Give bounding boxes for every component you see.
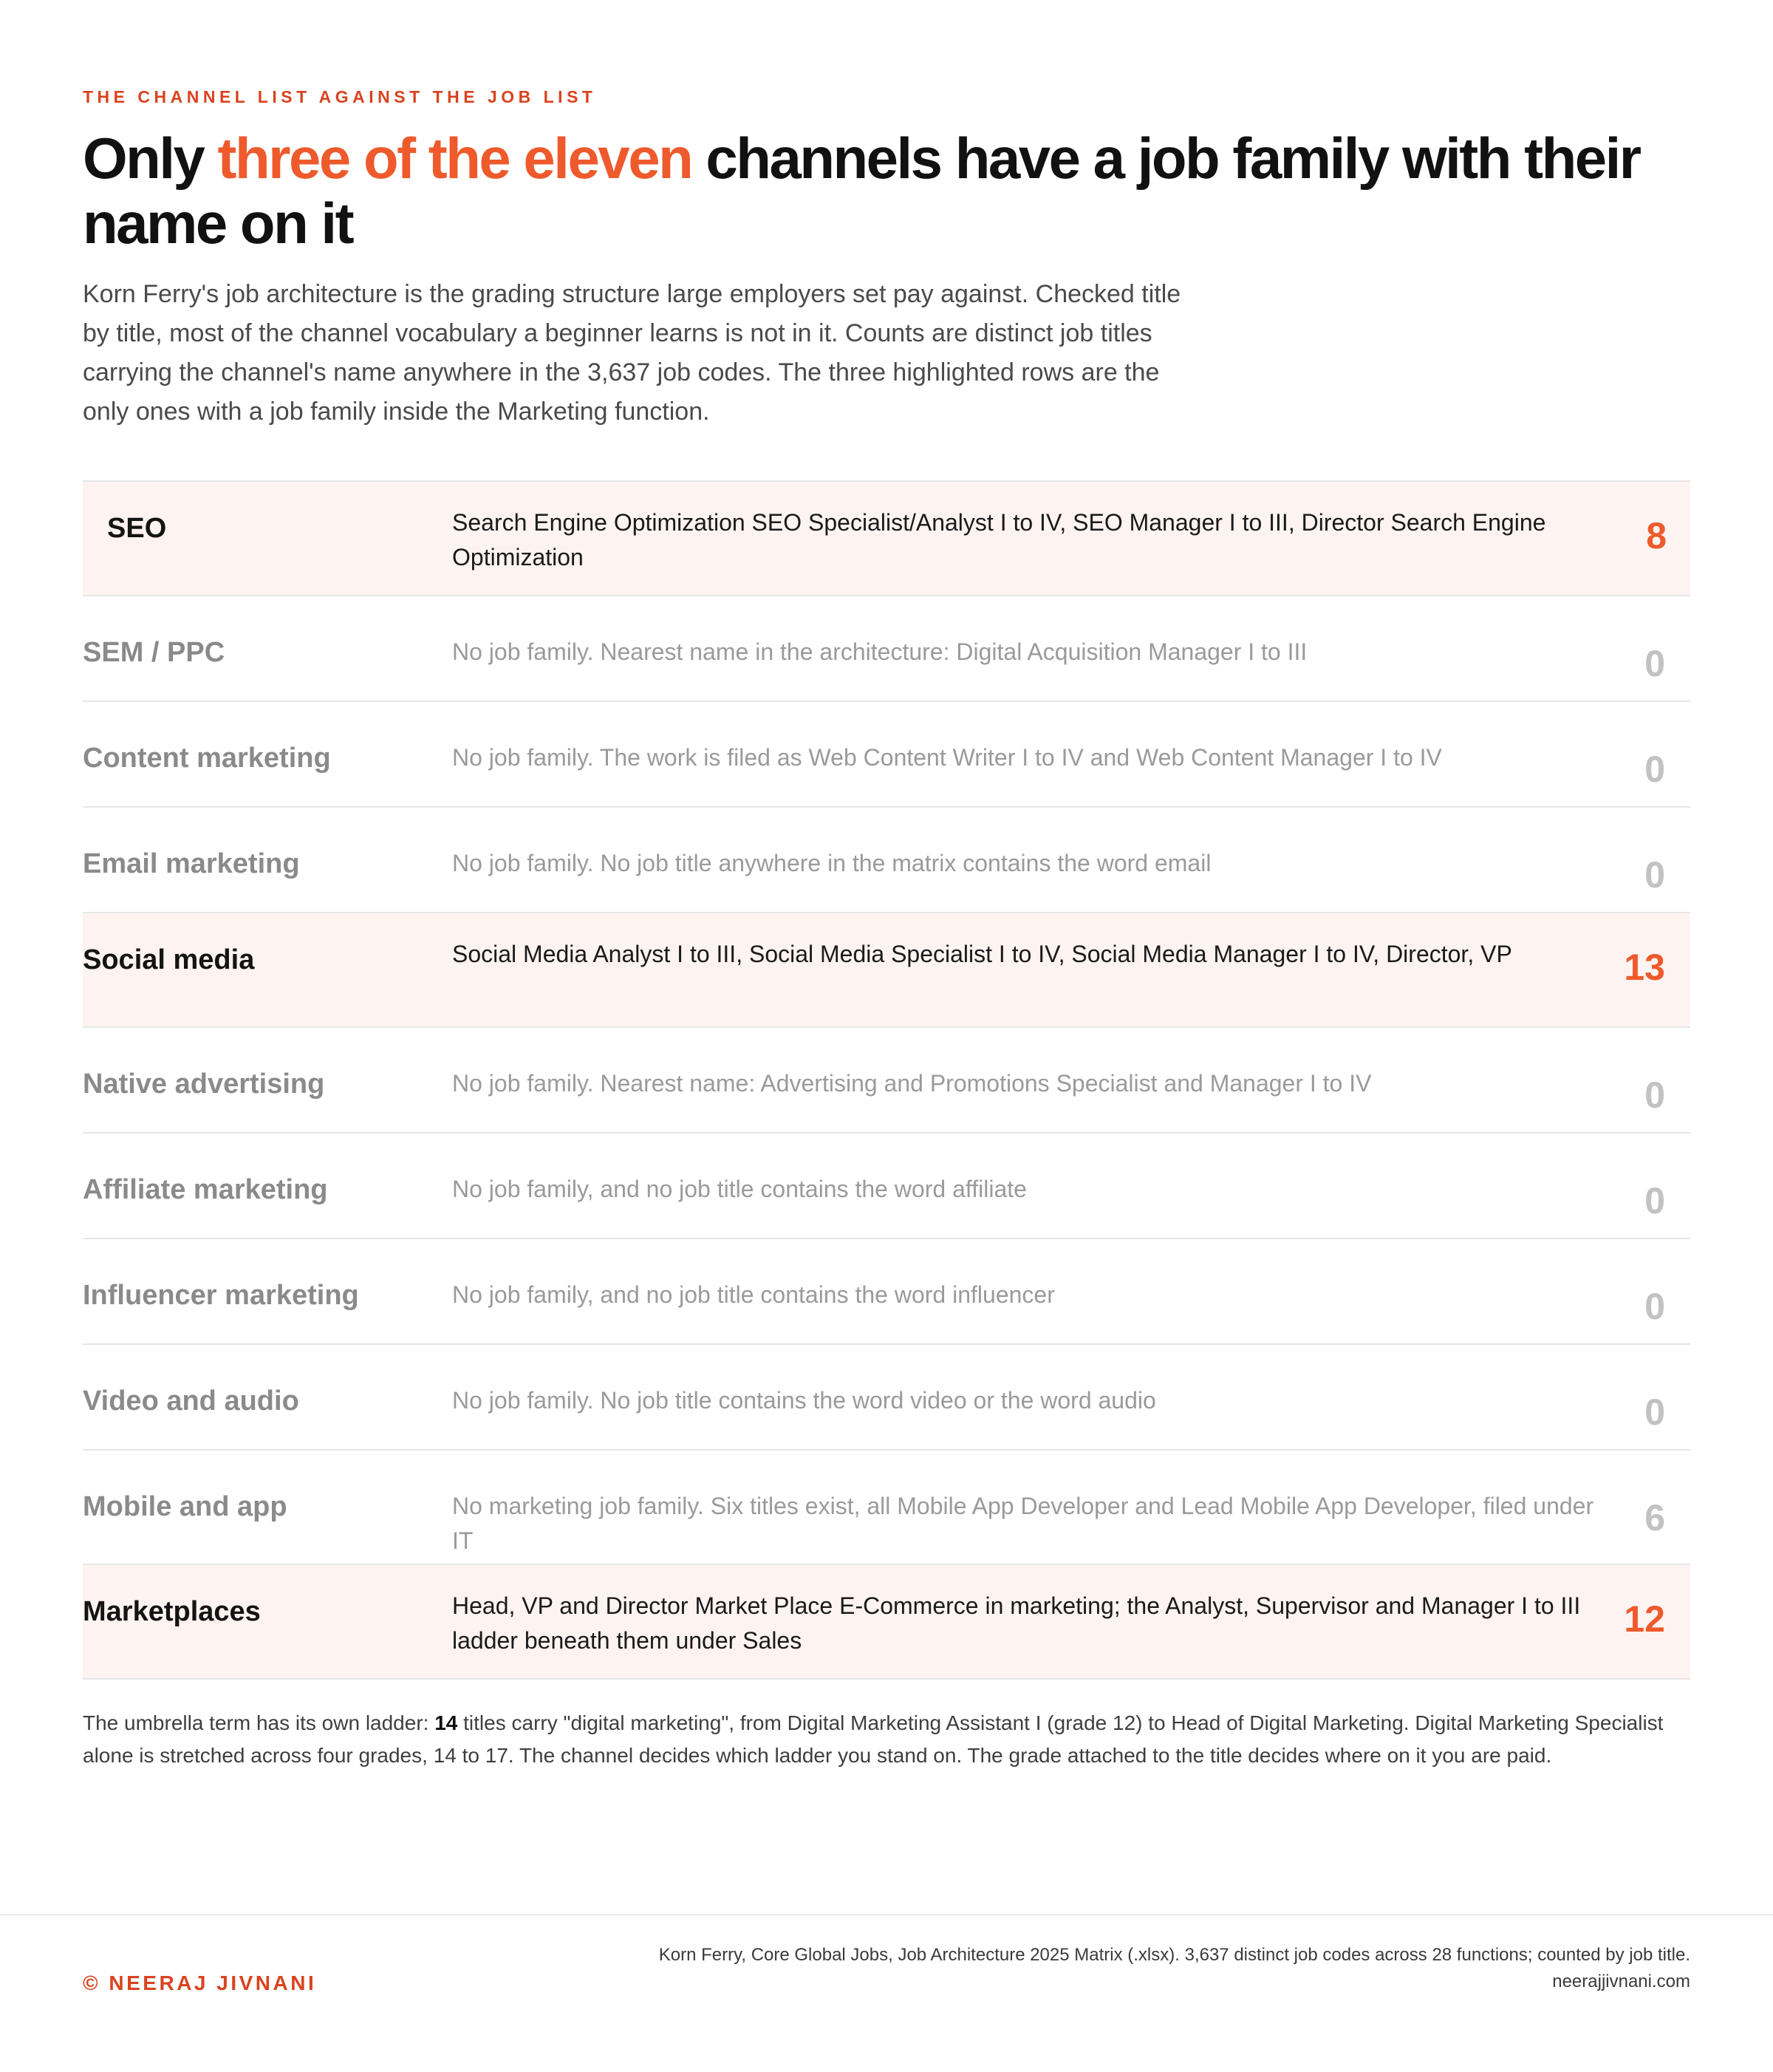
footer-divider [0, 1914, 1773, 1915]
table-row [83, 1565, 1690, 1680]
channel-table [83, 480, 1690, 1680]
title-count: 0 [1644, 1180, 1665, 1221]
footnote-before: The umbrella term has its own ladder: [83, 1711, 435, 1734]
channel-name: Social media [83, 944, 255, 975]
channel-name: Email marketing [83, 848, 300, 879]
headline-after: channels have a job family with their name on it [83, 126, 1640, 256]
title-count: 12 [1624, 1598, 1665, 1640]
table-row [83, 1345, 1690, 1451]
title-count: 0 [1644, 749, 1665, 790]
footnote-bold-count: 14 [434, 1711, 458, 1734]
table-row [83, 1028, 1690, 1134]
channel-name: Marketplaces [83, 1596, 261, 1627]
table-row [83, 808, 1690, 913]
headline-accent: three of the eleven [217, 126, 692, 191]
channel-detail: No job family. No job title anywhere in the matrix contains the word email [452, 850, 1212, 876]
table-row [83, 1451, 1690, 1565]
table-row [83, 1134, 1690, 1239]
title-count: 13 [1624, 947, 1665, 988]
source-website: neerajjivnani.com [1552, 1972, 1690, 1991]
title-count: 0 [1644, 1286, 1665, 1327]
channel-name: Mobile and app [83, 1491, 287, 1522]
channel-detail: No job family. No job title contains the word video or the word audio [452, 1387, 1156, 1414]
channel-name: Video and audio [83, 1386, 299, 1417]
eyebrow-label: THE CHANNEL LIST AGAINST THE JOB LIST [83, 87, 597, 106]
table-row [83, 596, 1690, 702]
title-count: 6 [1644, 1497, 1665, 1538]
channel-name: Native advertising [83, 1069, 325, 1100]
channel-detail: No job family. The work is filed as Web Content Writer I to IV and Web Content Manager I to IV [452, 744, 1442, 771]
channel-detail: No job family, and no job title contains the word influencer [452, 1281, 1055, 1308]
lede-paragraph: Korn Ferry's job architecture is the grading structure large employers set pay against. Checked title by title, most of the channel vocabulary a beginner learns is not in it. Counts are distinct job titles carrying the channel's name anywhere in the 3,637 job codes. The three highlighted rows are the only ones with a job family inside the Marketing function. [83, 280, 1181, 426]
channel-name: Influencer marketing [83, 1280, 359, 1311]
channel-detail: Head, VP and Director Market Place E-Commerce in marketing; the Analyst, Supervisor and Manager I to III ladder beneath them under Sales [452, 1592, 1581, 1654]
channel-detail: No job family, and no job title contains the word affiliate [452, 1176, 1027, 1202]
channel-detail: Social Media Analyst I to III, Social Media Specialist I to IV, Social Media Manager I to IV, Director, VP [452, 941, 1512, 967]
brand-credit: © NEERAJ JIVNANI [83, 1972, 317, 1994]
headline-before: Only [83, 126, 218, 191]
title-count: 8 [1646, 515, 1667, 556]
title-count: 0 [1644, 643, 1665, 684]
source-note [656, 1942, 1690, 1995]
source-citation: Korn Ferry, Core Global Jobs, Job Architecture 2025 Matrix (.xlsx). 3,637 distinct job codes across 28 functions; counted by job title. [658, 1945, 1690, 1965]
table-row [83, 702, 1690, 808]
channel-name: SEM / PPC [83, 637, 225, 668]
table-row [83, 1239, 1690, 1345]
channel-detail: No job family. Nearest name in the architecture: Digital Acquisition Manager I to III [452, 638, 1308, 665]
channel-name: SEO [107, 513, 167, 544]
footnote-after: titles carry "digital marketing", from Digital Marketing Assistant I (grade 12) to Head of Digital Marketing. Digital Marketing Specialist alone is stretched across four grades, 14 to 17. The channel decides which ladder you stand on. The grade attached to the title decides where on it you are paid. [83, 1711, 1664, 1767]
channel-name: Content marketing [83, 743, 331, 774]
title-count: 0 [1644, 1074, 1665, 1116]
table-row [83, 913, 1690, 1028]
table-row [83, 482, 1690, 596]
headline [83, 126, 1690, 256]
channel-detail: No marketing job family. Six titles exist, all Mobile App Developer and Lead Mobile App Developer, filed under IT [452, 1493, 1594, 1554]
title-count: 0 [1644, 854, 1665, 896]
channel-detail: Search Engine Optimization SEO Specialist/Analyst I to IV, SEO Manager I to III, Director Search Engine Optimization [452, 509, 1546, 570]
channel-name: Affiliate marketing [83, 1174, 328, 1205]
channel-detail: No job family. Nearest name: Advertising and Promotions Specialist and Manager I to IV [452, 1070, 1372, 1097]
footnote-paragraph [83, 1707, 1690, 1772]
title-count: 0 [1644, 1391, 1665, 1433]
